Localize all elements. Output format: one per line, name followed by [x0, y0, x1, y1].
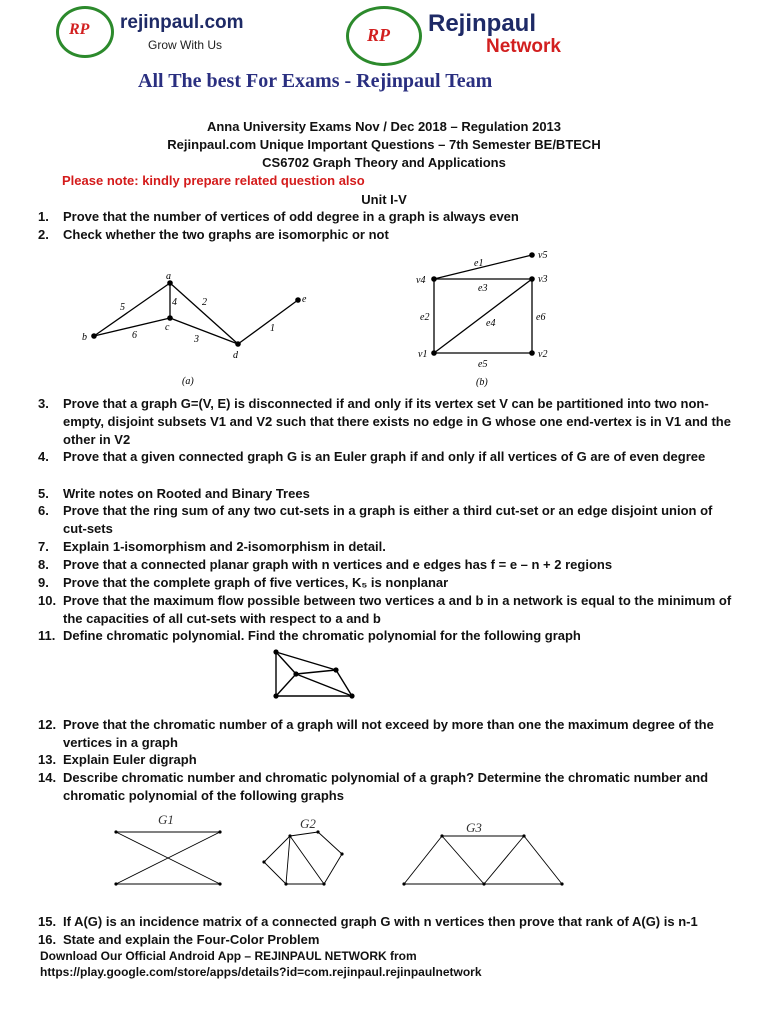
vertex-label: v3: [538, 274, 548, 285]
footer-line-1: Download Our Official Android App – REJINPAUL NETWORK from: [40, 949, 417, 963]
edge-label: e2: [420, 312, 430, 323]
graph-label: G1: [158, 812, 174, 827]
vertex-label: v5: [538, 250, 548, 261]
unit-heading: Unit I-V: [361, 192, 407, 207]
chromatic-graph-figure: [268, 648, 358, 700]
edge-label: e6: [536, 312, 546, 323]
question-item: 6. Prove that the ring sum of any two cut-sets in a graph is either a third cut-set or an edge disjoint union of cut-sets: [38, 503, 713, 536]
play-store-link[interactable]: https://play.google.com/store/apps/details?id=com.rejinpaul.rejinpaulnetwork: [40, 965, 482, 979]
title-line-1: Anna University Exams Nov / Dec 2018 – Regulation 2013: [206, 119, 562, 134]
title-line-3: CS6702 Graph Theory and Applications: [262, 155, 506, 170]
question-item: 11. Define chromatic polynomial. Find the chromatic polynomial for the following graph: [38, 628, 581, 643]
question-item: 16. State and explain the Four-Color Problem: [38, 932, 320, 947]
logo-mark: RP: [367, 25, 391, 45]
question-item: 2. Check whether the two graphs are isomorphic or not: [38, 227, 389, 242]
logo-mark: RP: [69, 21, 90, 38]
edge-label: 2: [202, 297, 207, 308]
question-item: 13. Explain Euler digraph: [38, 752, 197, 767]
note-text: Please note: kindly prepare related question also: [62, 173, 365, 188]
site-tagline: Grow With Us: [148, 38, 223, 52]
question-item: 4. Prove that a given connected graph G is an Euler graph if and only if all vertices of G are of even degree: [38, 449, 706, 464]
edge-label: e1: [474, 258, 484, 269]
question-item: 15. If A(G) is an incidence matrix of a connected graph G with n vertices then prove that rank of A(G) is n-1: [38, 914, 698, 929]
vertex-label: d: [233, 350, 238, 361]
vertex-label: e: [302, 294, 307, 305]
brand-subtitle: Network: [486, 36, 561, 57]
network-logo-icon: [346, 6, 422, 66]
vertex-label: v1: [418, 349, 428, 360]
graph-label: G3: [466, 820, 482, 835]
question-item: 8. Prove that a connected planar graph with n vertices and e edges has f = e – n + 2 regions: [38, 557, 613, 572]
vertex-label: c: [165, 322, 170, 333]
brand-name: Rejinpaul: [428, 10, 537, 37]
edge-label: 1: [270, 323, 275, 334]
rejinpaul-logo-icon: [56, 6, 114, 58]
question-item: 3. Prove that a graph G=(V, E) is disconnected if and only if its vertex set V can be partitioned into two non-empty, disjoint subsets V1 and V2 such that there exists no edge in G whose one end-vertex is in V1 and the other in V2: [38, 396, 731, 447]
vertex-label: a: [166, 271, 171, 282]
question-item: 9. Prove that the complete graph of five vertices, K₅ is nonplanar: [38, 575, 449, 590]
edge-label: e5: [478, 359, 488, 370]
vertex-label: v4: [416, 275, 426, 286]
edge-label: 6: [132, 330, 137, 341]
question-item: 5. Write notes on Rooted and Binary Trees: [38, 486, 310, 501]
edge-label: e3: [478, 283, 488, 294]
question-item: 1. Prove that the number of vertices of odd degree in a graph is always even: [38, 209, 519, 224]
edge-label: 3: [194, 334, 199, 345]
edge-label: e4: [486, 318, 496, 329]
banner-text: All The best For Exams - Rejinpaul Team: [138, 70, 493, 92]
graph-label: G2: [300, 816, 316, 831]
edge-label: 5: [120, 302, 125, 313]
graph-a-figure: [76, 268, 326, 388]
question-item: 12. Prove that the chromatic number of a graph will not exceed by more than one the maximum degree of the vertices in a graph: [38, 717, 714, 750]
graph-b-figure: [412, 246, 562, 388]
question-item: 10. Prove that the maximum flow possible between two vertices a and b in a network is equal to the minimum of the capacities of all cut-sets with respect to a and b: [38, 593, 732, 626]
question-item: 7. Explain 1-isomorphism and 2-isomorphism in detail.: [38, 539, 386, 554]
edge-label: 4: [172, 297, 177, 308]
site-name: rejinpaul.com: [120, 12, 244, 33]
figure-caption: (b): [476, 377, 488, 388]
vertex-label: b: [82, 332, 87, 343]
question-item: 14. Describe chromatic number and chromatic polynomial of a graph? Determine the chromatic number and chromatic polynomial of the following graphs: [38, 770, 709, 803]
graphs-g1-g2-g3-figure: [100, 810, 580, 890]
title-line-2: Rejinpaul.com Unique Important Questions – 7th Semester BE/BTECH: [167, 137, 601, 152]
figure-caption: (a): [182, 376, 194, 387]
vertex-label: v2: [538, 349, 548, 360]
